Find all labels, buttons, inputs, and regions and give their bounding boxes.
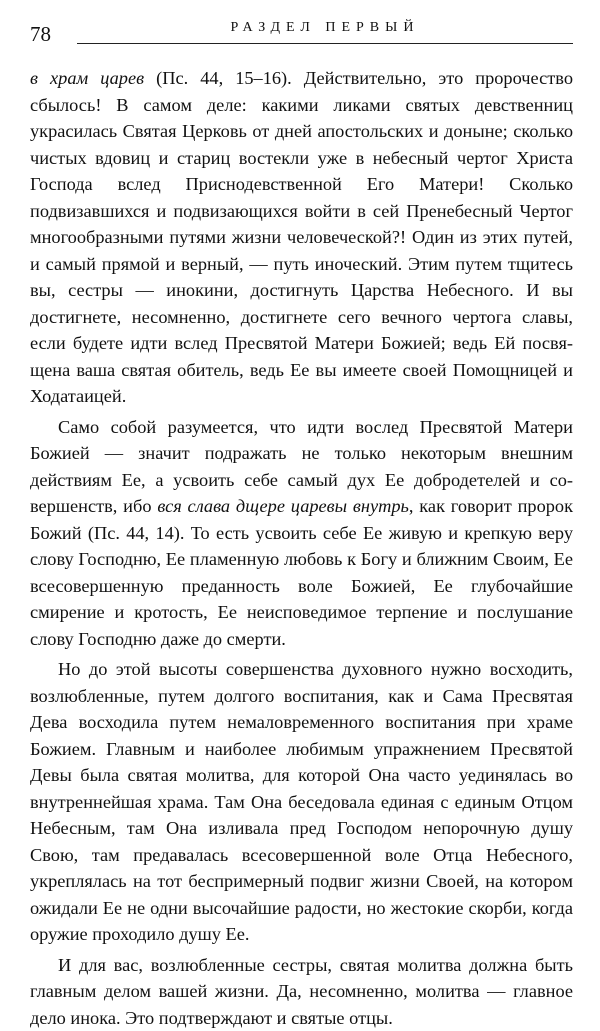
page-header [30,18,573,48]
paragraph-4-text: И для вас, возлюбленные сестры, святая молитва должна быть главным делом вашей жизни. Да, несомненно, молитва — главное дело инока. Это подтверждают и святые отцы. [30,955,573,1028]
paragraph-2 [30,414,573,653]
running-title: РАЗДЕЛ ПЕРВЫЙ [225,20,426,35]
body-text [30,65,573,1031]
header-rule [77,43,573,44]
paragraph-2-text-a: Само собой разумеется, что идти вослед Пресвятой Матери Божией — значит подражать не только некоторым внешним действиям Ее, а усвоить себе самый дух Ее добродетелей и совершенств, ибо [30,417,573,517]
paragraph-2-text-b: , как говорит пророк Божий (Пс. 44, 14). То есть усвоить себе Ее живую и крепкую веру слову Господню, Ее пламенную любовь к Богу и ближним Своим, Ее всесовершенную преданность воле Божией, Ее глубочайшие смирение и кротость, Ее неисповедимое терпение и послушание слову Господню даже до смерти. [30,496,573,649]
paragraph-1-quote: в храм царев [30,68,144,88]
book-page [30,18,573,1031]
paragraph-2-quote: вся слава дщере царевы внутрь [157,496,409,516]
paragraph-4 [30,952,573,1031]
paragraph-1-text: (Пс. 44, 15–16). Действительно, это пророчество сбылось! В самом деле: какими ликами святых девственниц украсилась Святая Церковь от дней апостольских и доныне; сколько чистых вдовиц и стариц востекли уже в небесный чертог Христа Господа вслед Приснодевственной Его Матери! Сколько подвизавшихся и подвизающихся войти в сей Пренебесный Чертог многообразными путями жизни человеческой?! Один из этих путей, и самый прямой и верный, — путь иноческий. Этим путем тщитесь вы, сестры — инокини, достигнуть Царства Небесного. И вы достигнете, несомненно, достигнете сего вечного чертога славы, если будете идти вслед Пресвятой Матери Божией; ведь Ей посвящена ваша святая обитель, ведь Ее вы имеете своей Помощницей и Ходатаицей. [30,68,573,406]
running-title-wrap [77,20,573,36]
paragraph-3 [30,656,573,948]
paragraph-3-text: Но до этой высоты совершенства духовного нужно восходить, возлюбленные, путем долгого воспитания, как и Сама Пресвятая Дева восходила путем немаловременного воспитания при храме Божием. Главным и наиболее любимым упражнением Пресвятой Девы была святая молитва, для которой Она часто уединялась во внутреннейшая храма. Там Она беседовала единая с единым Отцом Небесным, там Она изливала пред Господом непорочную душу Свою, там предавалась всесовершенной воле Отца Небесного, укреплялась на тот беспримерный подвиг жизни Своей, на котором ожидали Ее не одни высочайшие радости, но жестокие скорби, когда оружие проходило душу Ее. [30,659,573,944]
page-number: 78 [30,22,51,46]
paragraph-1 [30,65,573,410]
